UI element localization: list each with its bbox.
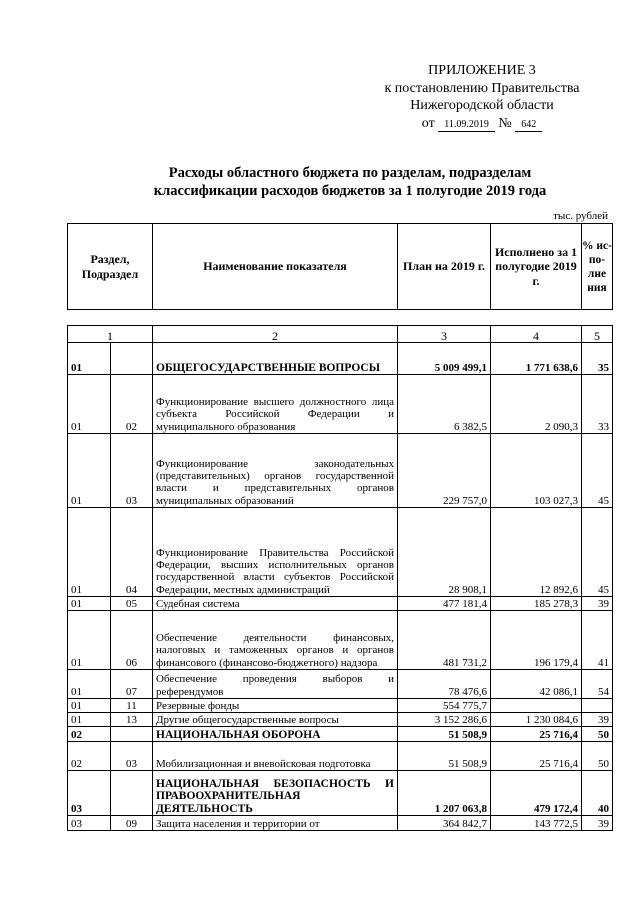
column-number: 2 xyxy=(153,326,398,343)
executed-value xyxy=(491,699,582,713)
executed-value: 196 179,4 xyxy=(491,611,582,670)
header-section: Раздел, Подраздел xyxy=(68,224,153,310)
indicator-name: Обеспечение проведения выборов и референдумов xyxy=(153,670,398,699)
title-line-2: классификации расходов бюджетов за 1 полугодие 2019 года xyxy=(153,183,547,199)
plan-value: 3 152 286,6 xyxy=(398,713,491,727)
executed-value: 143 772,5 xyxy=(491,816,582,831)
section-code: 01 xyxy=(68,713,111,727)
indicator-name: Защита населения и территории от xyxy=(153,816,398,831)
table-row xyxy=(68,597,613,611)
plan-value: 229 757,0 xyxy=(398,434,491,508)
indicator-name: ОБЩЕГОСУДАРСТВЕННЫЕ ВОПРОСЫ xyxy=(153,343,398,375)
plan-value: 554 775,7 xyxy=(398,699,491,713)
executed-value: 12 892,6 xyxy=(491,508,582,597)
executed-value: 1 230 084,6 xyxy=(491,713,582,727)
table-row xyxy=(68,670,613,699)
percent-value xyxy=(582,699,613,713)
subsection-code: 09 xyxy=(111,816,153,831)
plan-value: 481 731,2 xyxy=(398,611,491,670)
subsection-code xyxy=(111,727,153,742)
subsection-code xyxy=(111,771,153,816)
executed-value: 25 716,4 xyxy=(491,742,582,771)
indicator-name: НАЦИОНАЛЬНАЯ БЕЗОПАСНОСТЬ И ПРАВООХРАНИТЕЛЬНАЯ ДЕЯТЕЛЬНОСТЬ xyxy=(153,771,398,816)
section-code: 01 xyxy=(68,670,111,699)
percent-value: 39 xyxy=(582,816,613,831)
column-number: 1 xyxy=(68,326,153,343)
expenses-table-body xyxy=(68,326,613,831)
percent-value: 50 xyxy=(582,742,613,771)
plan-value: 6 382,5 xyxy=(398,375,491,434)
indicator-name: Функционирование законодательных (представительных) органов государственной власти и представительных органов муниципальных образований xyxy=(153,434,398,508)
plan-value: 51 508,9 xyxy=(398,727,491,742)
section-code: 03 xyxy=(68,816,111,831)
executed-value: 103 027,3 xyxy=(491,434,582,508)
plan-value: 364 842,7 xyxy=(398,816,491,831)
table-row xyxy=(68,742,613,771)
subsection-code: 03 xyxy=(111,742,153,771)
expenses-table xyxy=(67,325,613,831)
plan-value: 78 476,6 xyxy=(398,670,491,699)
table-row xyxy=(68,434,613,508)
title-line-1: Расходы областного бюджета по разделам, подразделам xyxy=(168,165,532,181)
indicator-name: Резервные фонды xyxy=(153,699,398,713)
executed-value: 42 086,1 xyxy=(491,670,582,699)
subsection-code: 03 xyxy=(111,434,153,508)
percent-value: 45 xyxy=(582,434,613,508)
decree-number: 642 xyxy=(515,119,542,132)
header-percent: % ис-по-лне ния xyxy=(582,224,613,310)
percent-value: 54 xyxy=(582,670,613,699)
header-plan: План на 2019 г. xyxy=(398,224,491,310)
table-row xyxy=(68,713,613,727)
executed-value: 25 716,4 xyxy=(491,727,582,742)
table-row xyxy=(68,771,613,816)
indicator-name: Функционирование высшего должностного лица субъекта Российской Федерации и муниципального образования xyxy=(153,375,398,434)
section-code: 01 xyxy=(68,699,111,713)
percent-value: 45 xyxy=(582,508,613,597)
section-code: 02 xyxy=(68,742,111,771)
table-row xyxy=(68,699,613,713)
percent-value: 41 xyxy=(582,611,613,670)
section-code: 01 xyxy=(68,508,111,597)
appendix-title: ПРИЛОЖЕНИЕ 3 xyxy=(428,63,536,78)
subsection-code: 05 xyxy=(111,597,153,611)
column-number: 4 xyxy=(491,326,582,343)
plan-value: 28 908,1 xyxy=(398,508,491,597)
plan-value: 1 207 063,8 xyxy=(398,771,491,816)
table-row xyxy=(68,508,613,597)
appendix-line3: Нижегородской области xyxy=(410,98,554,113)
indicator-name: Обеспечение деятельности финансовых, налоговых и таможенных органов и органов финансового (финансово-бюджетного) надзора xyxy=(153,611,398,670)
plan-value: 477 181,4 xyxy=(398,597,491,611)
subsection-code xyxy=(111,343,153,375)
table-row xyxy=(68,375,613,434)
section-code: 01 xyxy=(68,597,111,611)
appendix-block xyxy=(360,62,604,132)
units-label: тыс. рублей xyxy=(553,210,608,222)
decree-date: 11.09.2019 xyxy=(438,119,495,132)
percent-value: 33 xyxy=(582,375,613,434)
section-code: 01 xyxy=(68,434,111,508)
plan-value: 51 508,9 xyxy=(398,742,491,771)
percent-value: 40 xyxy=(582,771,613,816)
header-name: Наименование показателя xyxy=(153,224,398,310)
indicator-name: Мобилизационная и вневойсковая подготовка xyxy=(153,742,398,771)
percent-value: 39 xyxy=(582,713,613,727)
column-number: 5 xyxy=(582,326,613,343)
header-table xyxy=(67,223,613,310)
section-code: 01 xyxy=(68,343,111,375)
appendix-line2: к постановлению Правительства xyxy=(384,80,580,96)
executed-value: 2 090,3 xyxy=(491,375,582,434)
indicator-name: Другие общегосударственные вопросы xyxy=(153,713,398,727)
header-executed: Исполнено за 1 полугодие 2019 г. xyxy=(491,224,582,310)
document-title xyxy=(60,164,640,200)
subsection-code: 02 xyxy=(111,375,153,434)
indicator-name: Функционирование Правительства Российской Федерации, высших исполнительных органов государственной власти субъектов Российской Федерации, местных администраций xyxy=(153,508,398,597)
indicator-name: Судебная система xyxy=(153,597,398,611)
percent-value: 35 xyxy=(582,343,613,375)
date-prefix: от xyxy=(421,115,435,131)
executed-value: 185 278,3 xyxy=(491,597,582,611)
table-row xyxy=(68,816,613,831)
column-numbers-row xyxy=(68,326,613,343)
executed-value: 479 172,4 xyxy=(491,771,582,816)
subsection-code: 11 xyxy=(111,699,153,713)
plan-value: 5 009 499,1 xyxy=(398,343,491,375)
section-code: 01 xyxy=(68,611,111,670)
section-code: 03 xyxy=(68,771,111,816)
appendix-date-line xyxy=(360,115,604,133)
table-row xyxy=(68,727,613,742)
table-row xyxy=(68,343,613,375)
indicator-name: НАЦИОНАЛЬНАЯ ОБОРОНА xyxy=(153,727,398,742)
percent-value: 39 xyxy=(582,597,613,611)
executed-value: 1 771 638,6 xyxy=(491,343,582,375)
subsection-code: 13 xyxy=(111,713,153,727)
column-number: 3 xyxy=(398,326,491,343)
number-sign: № xyxy=(498,115,512,131)
subsection-code: 06 xyxy=(111,611,153,670)
percent-value: 50 xyxy=(582,727,613,742)
section-code: 02 xyxy=(68,727,111,742)
table-row xyxy=(68,611,613,670)
subsection-code: 04 xyxy=(111,508,153,597)
section-code: 01 xyxy=(68,375,111,434)
subsection-code: 07 xyxy=(111,670,153,699)
